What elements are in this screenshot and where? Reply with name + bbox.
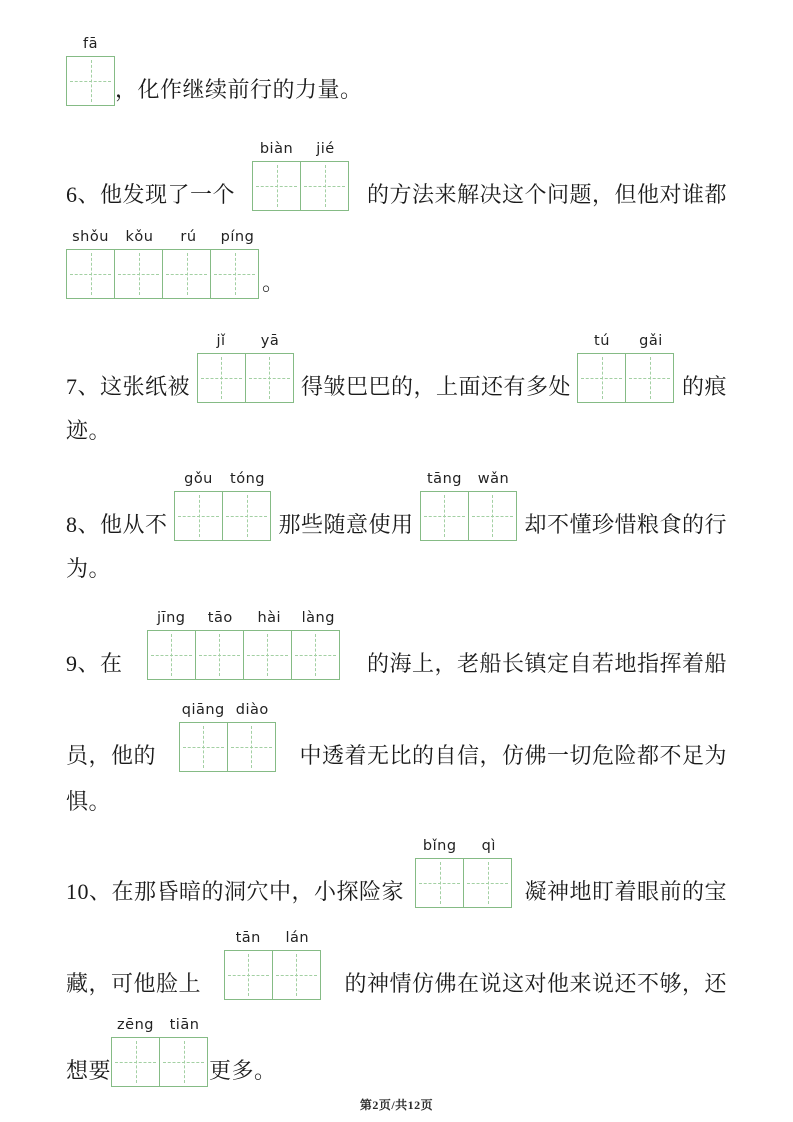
dashed-guideline-vertical (602, 357, 603, 399)
sentence-text: 藏，可他脸上 (66, 971, 202, 996)
dashed-guideline-vertical (251, 726, 252, 768)
pinyin-row (420, 471, 518, 491)
dashed-guideline-vertical (203, 726, 204, 768)
writing-box-group (415, 838, 513, 908)
pinyin-label: lán (285, 930, 310, 946)
sentence-text: 的海上，老船长镇定自若地指挥着船 (366, 651, 727, 676)
writing-box-row (111, 1037, 209, 1087)
pinyin-label: biàn (259, 141, 294, 157)
sentence-text: 的方法来解决这个问题，但他对谁都 (366, 182, 727, 207)
sentence-text: ，化作继续前行的力量。 (115, 77, 363, 102)
writing-box (272, 950, 321, 1000)
dashed-guideline-vertical (315, 634, 316, 676)
writing-box (159, 1037, 208, 1087)
sentence-text: 中透着无比的自信，仿佛一切危险都不足为 (299, 743, 727, 768)
dashed-guideline-vertical (488, 862, 489, 904)
writing-box (197, 353, 246, 403)
dashed-guideline-vertical (269, 357, 270, 399)
pinyin-label: jié (316, 141, 335, 157)
writing-box (243, 630, 292, 680)
writing-box-row (66, 249, 262, 299)
sentence-text: 。 (262, 270, 285, 295)
writing-box-group (420, 471, 518, 541)
writing-box (66, 249, 115, 299)
writing-box-group (174, 471, 272, 541)
pinyin-label: yā (260, 333, 280, 349)
pinyin-row (66, 229, 262, 249)
writing-box-group (179, 702, 277, 772)
pinyin-row (179, 702, 277, 722)
dashed-guideline-vertical (444, 495, 445, 537)
dashed-guideline-vertical (136, 1041, 137, 1083)
pinyin-row (174, 471, 272, 491)
writing-box-group (147, 610, 343, 680)
dashed-guideline-vertical (440, 862, 441, 904)
pinyin-row (197, 333, 295, 353)
writing-box-row (420, 491, 518, 541)
pinyin-label: qiāng (181, 702, 225, 718)
writing-box (291, 630, 340, 680)
dashed-guideline-vertical (91, 60, 92, 102)
writing-box (415, 858, 464, 908)
writing-box (111, 1037, 160, 1087)
dashed-guideline-vertical (171, 634, 172, 676)
writing-box-group (252, 141, 350, 211)
writing-box-group (224, 930, 322, 1000)
sentence-text: 员，他的 (66, 743, 157, 768)
worksheet-line (66, 930, 727, 1000)
page-number-text: 第2页/共12页 (359, 1098, 434, 1112)
pinyin-label: tú (594, 333, 610, 349)
sentence-text: 更多。 (209, 1058, 277, 1083)
worksheet-line (66, 838, 727, 908)
dashed-guideline-vertical (219, 634, 220, 676)
pinyin-label: jīng (157, 610, 186, 626)
sentence-text: 迹。 (66, 418, 112, 443)
writing-box (147, 630, 196, 680)
sentence-text: 7、这张纸被 (66, 374, 191, 399)
sentence-text: 想要 (66, 1058, 112, 1083)
writing-box (174, 491, 223, 541)
writing-box-row (147, 630, 343, 680)
dashed-guideline-vertical (235, 253, 236, 295)
writing-box (420, 491, 469, 541)
sentence-text: 的痕 (681, 374, 727, 399)
writing-box-row (577, 353, 675, 403)
pinyin-row (111, 1017, 209, 1037)
writing-box (210, 249, 259, 299)
pinyin-label: tān (235, 930, 261, 946)
pinyin-label: shǒu (72, 229, 109, 245)
worksheet-line (66, 141, 727, 211)
worksheet-line (66, 471, 727, 541)
dashed-guideline-vertical (267, 634, 268, 676)
pinyin-row (252, 141, 350, 161)
pinyin-label: wǎn (477, 471, 510, 487)
writing-box (300, 161, 349, 211)
worksheet-line (66, 610, 727, 680)
writing-box-row (252, 161, 350, 211)
sentence-text: 的神情仿佛在说这对他来说还不够，还 (344, 971, 727, 996)
writing-box-group (66, 36, 115, 106)
writing-box (252, 161, 301, 211)
pinyin-row (224, 930, 322, 950)
writing-box-group (66, 229, 262, 299)
writing-box-row (224, 950, 322, 1000)
writing-box (114, 249, 163, 299)
pinyin-label: tāng (427, 471, 462, 487)
pinyin-label: bǐng (422, 838, 457, 854)
dashed-guideline-vertical (277, 165, 278, 207)
pinyin-label: jǐ (216, 333, 226, 349)
pinyin-label: hài (257, 610, 282, 626)
pinyin-label: tiān (169, 1017, 200, 1033)
sentence-text: 凝神地盯着眼前的宝 (524, 879, 727, 904)
pinyin-label: gǎi (639, 333, 663, 349)
pinyin-row (147, 610, 343, 630)
dashed-guideline-vertical (492, 495, 493, 537)
pinyin-row (577, 333, 675, 353)
page-number (66, 1096, 727, 1113)
writing-box (245, 353, 294, 403)
worksheet-line (66, 415, 727, 447)
worksheet-line (66, 1017, 727, 1087)
sentence-text: 为。 (66, 556, 112, 581)
dashed-guideline-vertical (91, 253, 92, 295)
pinyin-row (66, 36, 115, 56)
pinyin-label: píng (220, 229, 255, 245)
pinyin-label: qì (481, 838, 496, 854)
writing-box-row (415, 858, 513, 908)
writing-box (577, 353, 626, 403)
worksheet-line (66, 229, 727, 299)
writing-box-row (179, 722, 277, 772)
sentence-text: 那些随意使用 (278, 512, 414, 537)
pinyin-label: tóng (230, 471, 265, 487)
pinyin-label: fā (83, 36, 98, 52)
pinyin-label: gǒu (184, 471, 213, 487)
pinyin-label: làng (301, 610, 335, 626)
dashed-guideline-vertical (187, 253, 188, 295)
writing-box (625, 353, 674, 403)
sentence-text: 惧。 (66, 789, 112, 814)
dashed-guideline-vertical (650, 357, 651, 399)
writing-box-row (174, 491, 272, 541)
writing-box-group (197, 333, 295, 403)
worksheet-lines (66, 36, 727, 1087)
sentence-text: 8、他从不 (66, 512, 168, 537)
writing-box-row (66, 56, 115, 106)
sentence-text: 却不懂珍惜粮食的行 (524, 512, 727, 537)
pinyin-label: diào (235, 702, 269, 718)
sentence-text: 10、在那昏暗的洞穴中，小探险家 (66, 879, 405, 904)
worksheet-line (66, 36, 727, 106)
writing-box (468, 491, 517, 541)
dashed-guideline-vertical (221, 357, 222, 399)
dashed-guideline-vertical (248, 954, 249, 996)
pinyin-row (415, 838, 513, 858)
sentence-text: 9、在 (66, 651, 123, 676)
sentence-text: 6、他发现了一个 (66, 182, 236, 207)
writing-box (227, 722, 276, 772)
worksheet-line (66, 786, 727, 818)
dashed-guideline-vertical (139, 253, 140, 295)
pinyin-label: rú (180, 229, 197, 245)
writing-box (162, 249, 211, 299)
pinyin-label: zēng (117, 1017, 154, 1033)
worksheet-line (66, 702, 727, 772)
sentence-text: 得皱巴巴的，上面还有多处 (300, 374, 571, 399)
dashed-guideline-vertical (184, 1041, 185, 1083)
writing-box (224, 950, 273, 1000)
writing-box-group (577, 333, 675, 403)
writing-box-group (111, 1017, 209, 1087)
pinyin-label: tāo (207, 610, 233, 626)
worksheet-line (66, 553, 727, 585)
writing-box (195, 630, 244, 680)
dashed-guideline-vertical (296, 954, 297, 996)
pinyin-label: kǒu (125, 229, 154, 245)
worksheet-line (66, 333, 727, 403)
writing-box-row (197, 353, 295, 403)
writing-box (179, 722, 228, 772)
writing-box (66, 56, 115, 106)
writing-box (222, 491, 271, 541)
writing-box (463, 858, 512, 908)
dashed-guideline-vertical (247, 495, 248, 537)
dashed-guideline-vertical (199, 495, 200, 537)
dashed-guideline-vertical (325, 165, 326, 207)
